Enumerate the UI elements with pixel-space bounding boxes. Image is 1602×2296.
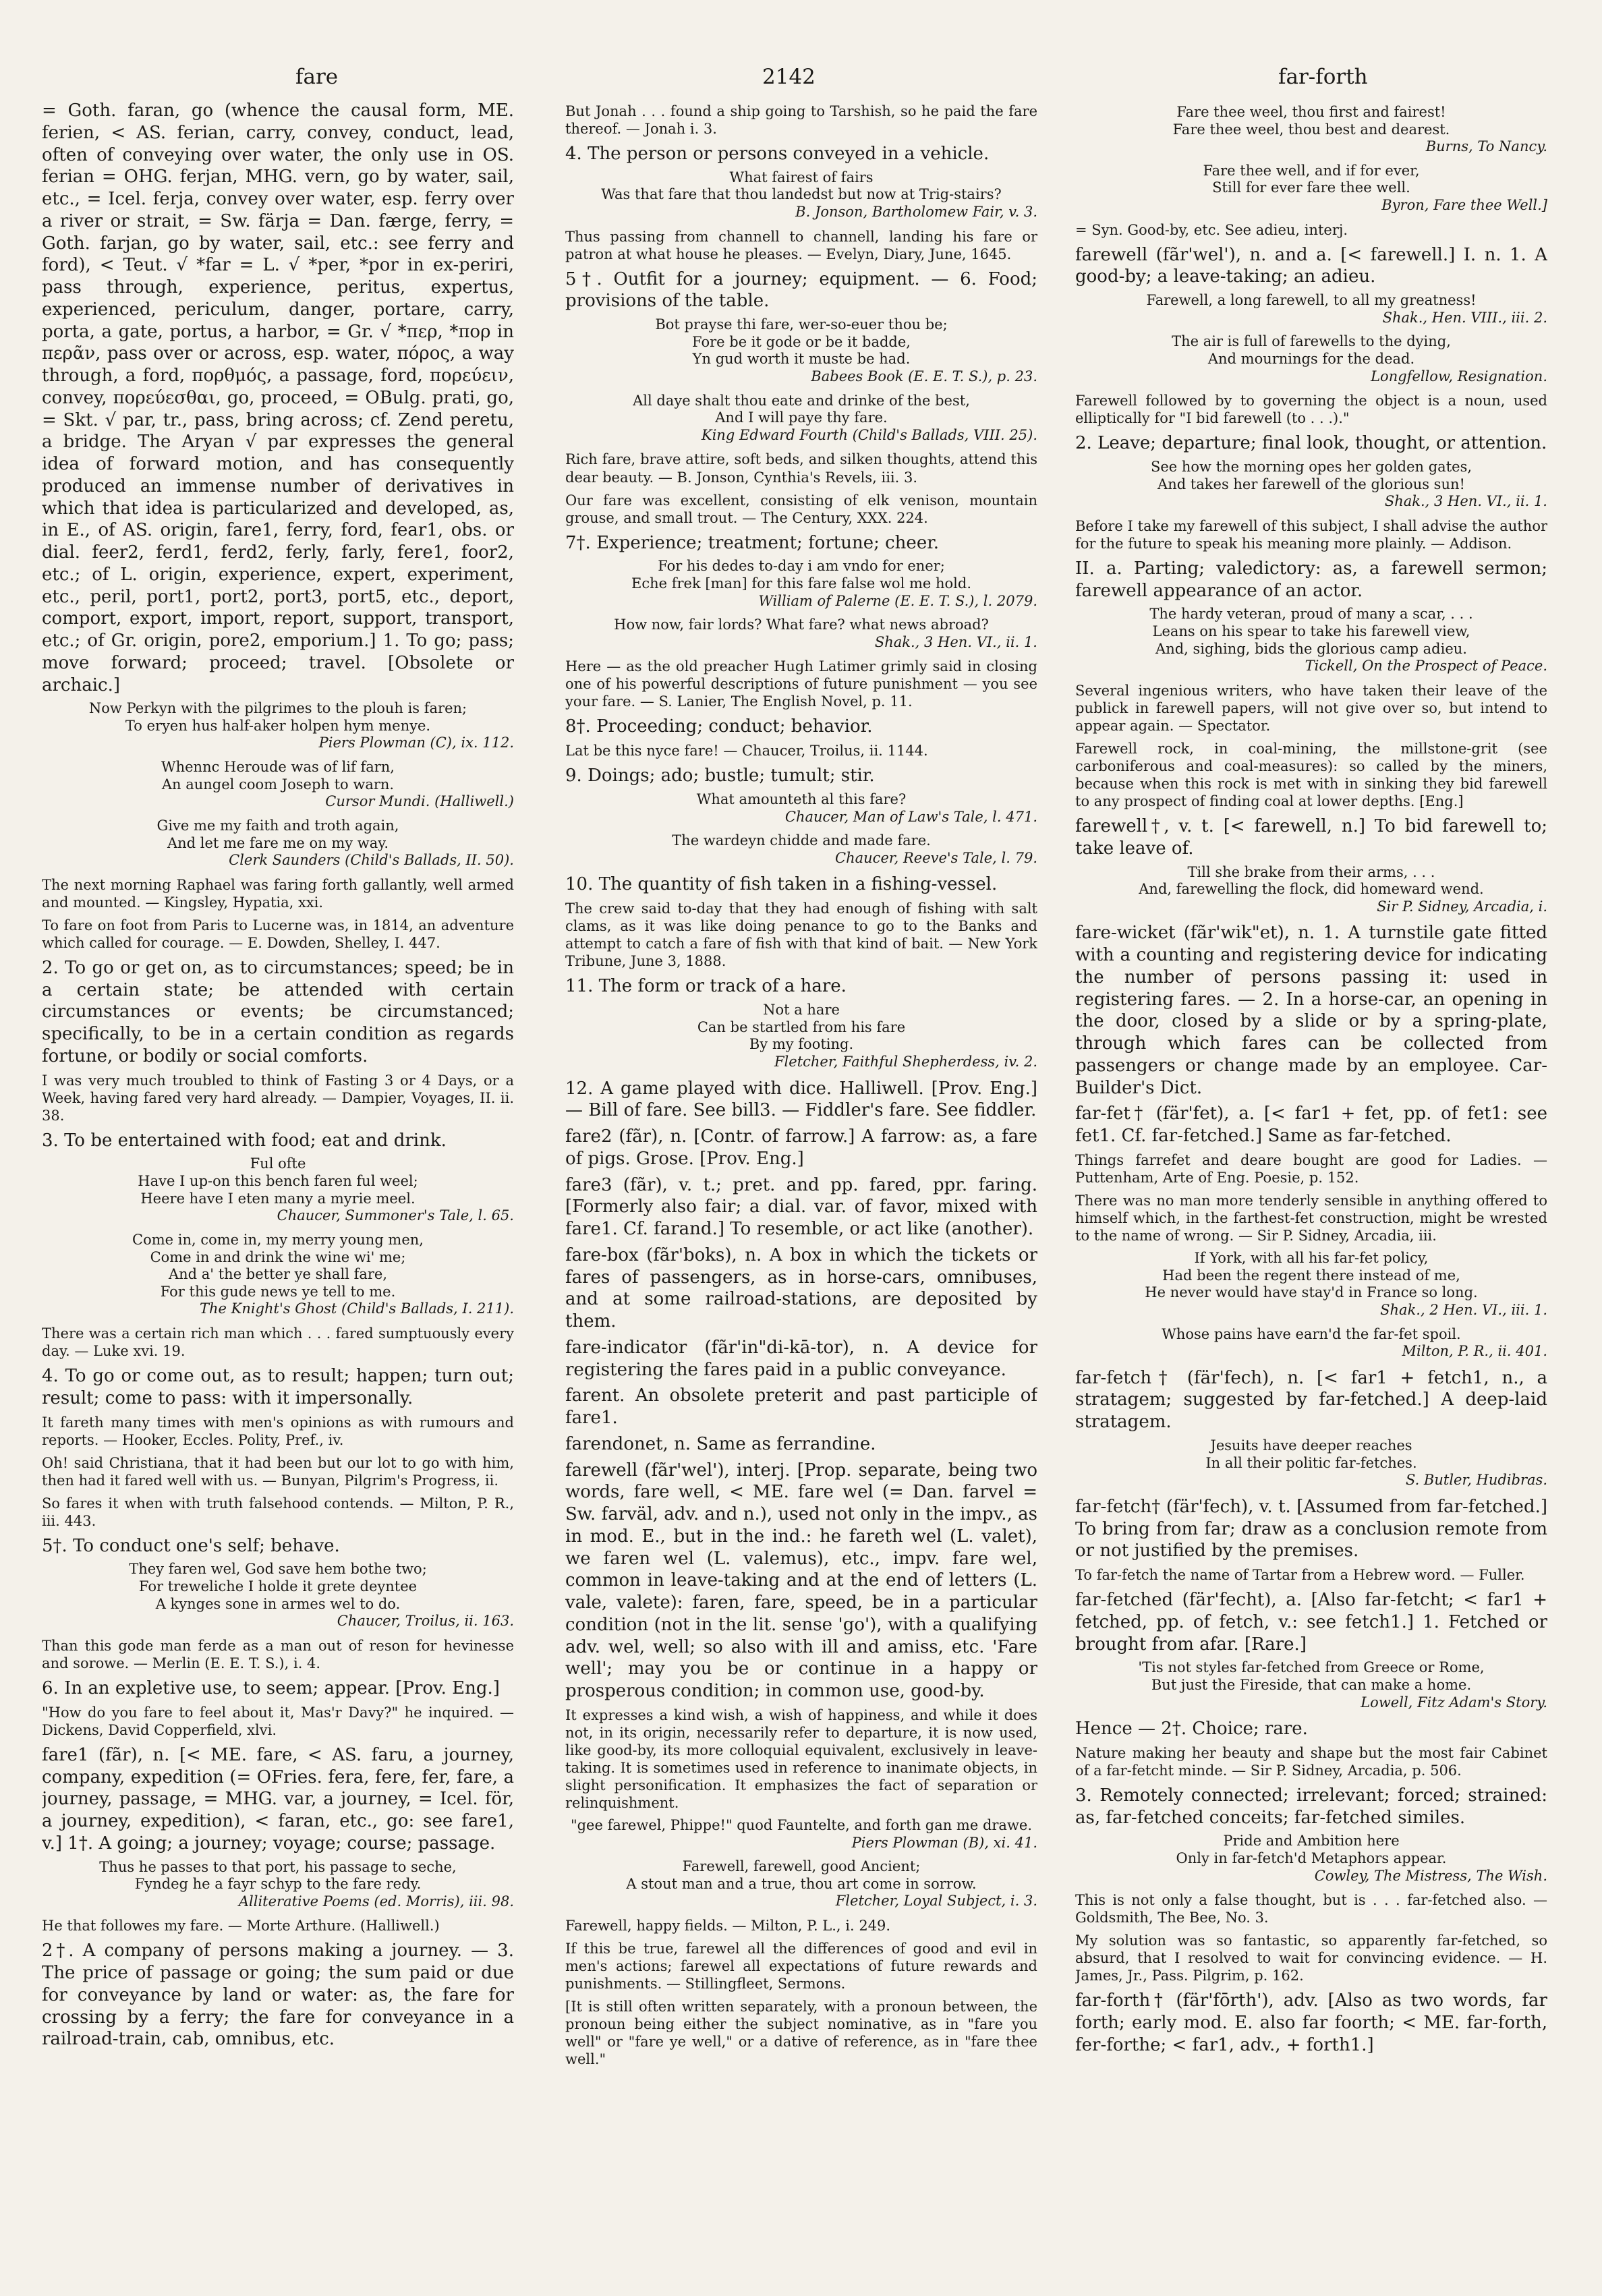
definition-paragraph: 8†. Proceeding; conduct; behavior.	[565, 716, 873, 737]
quotation	[565, 1858, 1037, 1910]
citation: It fareth many times with men's opinions as with rumours and reports. — Hooker, Eccles. Polity, Pref., iv.	[42, 1414, 514, 1448]
quotation	[1075, 606, 1547, 675]
quotation-source: Burns, To Nancy.	[1425, 138, 1547, 155]
page-number: 2142	[762, 65, 816, 89]
quotation-text: How now, fair lords? What fare? what news abroad?	[614, 616, 989, 633]
quotation-source: Shak., 3 Hen. VI., ii. 1.	[1384, 493, 1547, 510]
quotation	[1075, 163, 1547, 214]
citation: Than this gode man ferde as a man out of reson for hevinesse and sorowe. — Merlin (E. E. T. S.), i. 4.	[42, 1637, 514, 1671]
quotation	[42, 817, 514, 869]
definition-paragraph: fare1 (fãr), n. [< ME. fare, < AS. faru, a journey, company, expedition (= OFries. fera, fere, fer, fare, a journey, passage, = MHG. var, a journey, = Icel. för, a journey, expedition), < faran, etc., go: see fare1, v.] 1†. A going; a journey; voyage; course; passage.	[42, 1744, 514, 1854]
citation: To far-fetch the name of Tartar from a Hebrew word. — Fuller.	[1075, 1567, 1525, 1584]
quotation	[1075, 104, 1547, 156]
citation: Lat be this nyce fare! — Chaucer, Troilus, ii. 1144.	[565, 743, 928, 759]
quotation-text: Fare thee weel, thou first and fairest! Fare thee weel, thou best and dearest.	[1172, 104, 1450, 138]
definition-paragraph: farewell (fãr'wel'), n. and a. [< farewell.] I. n. 1. A good-by; a leave-taking; an adieu.	[1075, 244, 1547, 287]
quotation-text: Farewell, farewell, good Ancient; A stout man and a true, thou art come in sorrow.	[626, 1858, 977, 1892]
quotation-text: The air is full of farewells to the dying, And mournings for the dead.	[1172, 333, 1451, 368]
definition-paragraph: farendonet, n. Same as ferrandine.	[565, 1433, 876, 1454]
citation: Farewell rock, in coal-mining, the millstone-grit (see carboniferous and coal-measures): so called by the miners, because when this rock is met with in sinking they bid farewell to any prospect of finding coal at lower depths. [Eng.]	[1075, 740, 1547, 810]
quotation-text: Fare thee well, and if for ever, Still for ever fare thee well.	[1203, 162, 1420, 196]
definition-paragraph: 2. Leave; departure; final look, thought, or attention.	[1075, 433, 1547, 454]
definition-paragraph: 2. To go or get on, as to circumstances; speed; be in a certain state; be attended with certain circumstances or events; be circumstanced; specifically, to be in a certain condition as regards fortune, or bodily or social comforts.	[42, 957, 514, 1066]
quotation-text: Whose pains have earn'd the far-fet spoil.	[1162, 1325, 1461, 1342]
quotation	[1075, 1833, 1547, 1885]
quotation-source: Longfellow, Resignation.	[1371, 368, 1547, 384]
quotation-source: Chaucer, Troilus, ii. 163.	[337, 1613, 514, 1630]
quotation-source: Fletcher, Loyal Subject, i. 3.	[835, 1893, 1037, 1910]
definition-paragraph: 3. To be entertained with food; eat and drink.	[42, 1130, 447, 1151]
quotation-text: For his dedes to-day i am vndo for ener; Eche frek [man] for this fare false wol me hold.	[631, 558, 971, 592]
definition-paragraph: far-fet† (fär'fet), a. [< far1 + fet, pp. of fet1: see fet1. Cf. far-fetched.] Same as far-fetched.	[1075, 1103, 1547, 1147]
citation: The crew said to-day that they had enough of fishing with salt clams, as it was like doing penance to go to the Banks and attempt to catch a fare of fish with that kind of bait. — New York Tribune, June 3, 1888.	[565, 900, 1037, 970]
quotation	[42, 1561, 514, 1630]
quotation-source: Milton, P. R., ii. 401.	[1402, 1343, 1547, 1360]
quotation-source: Chaucer, Man of Law's Tale, l. 471.	[784, 808, 1037, 825]
quotation-text: If York, with all his far-fet policy, Had been the regent there instead of me, He never would have stay'd in France so long.	[1145, 1250, 1478, 1301]
citation: This is not only a false thought, but is . . . far-fetched also. — Goldsmith, The Bee, No. 3.	[1075, 1892, 1547, 1926]
quotation-source: King Edward Fourth (Child's Ballads, VIII. 25).	[701, 426, 1037, 443]
citation: My solution was so fantastic, so apparently far-fetched, so absurd, that I resolved to wait for convincing evidence. — H. James, Jr., Pass. Pilgrim, p. 162.	[1075, 1932, 1547, 1984]
quotation	[565, 1817, 1037, 1852]
quotation	[42, 1155, 514, 1224]
definition-paragraph: far-fetch† (fär'fech), n. [< far1 + fetch1, n., a stratagem; suggested by far-fetched.] A deep-laid stratagem.	[1075, 1367, 1547, 1433]
quotation-text: Come in, come in, my merry young men, Come in and drink the wine wi' me; And a' the better ye shall fare, For this gude news ye tell to me.	[132, 1231, 424, 1300]
quotation-text: Ful ofte Have I up-on this bench faren ful weel; Heere have I eten many a myrie meel.	[138, 1155, 418, 1207]
quotation-source: Shak., 3 Hen. VI., ii. 1.	[874, 633, 1037, 650]
citation: Our fare was excellent, consisting of elk venison, mountain grouse, and small trout. — The Century, XXX. 224.	[565, 492, 1037, 526]
citation: The next morning Raphael was faring forth gallantly, well armed and mounted. — Kingsley, Hypatia, xxi.	[42, 876, 514, 911]
quotation	[1075, 459, 1547, 511]
quotation-text: What fairest of fairs Was that fare that thou landedst but now at Trig-stairs?	[601, 169, 1002, 203]
definition-paragraph: fare2 (fãr), n. [Contr. of farrow.] A farrow: as, a fare of pigs. Grose. [Prov. Eng.]	[565, 1126, 1037, 1169]
definition-paragraph: 5†. To conduct one's self; behave.	[42, 1535, 340, 1556]
quotation	[42, 1232, 514, 1318]
quotation	[565, 169, 1037, 221]
citation: "How do you fare to feel about it, Mas'r Davy?" he inquired. — Dickens, David Copperfield, xlvi.	[42, 1704, 514, 1738]
quotation-source: Tickell, On the Prospect of Peace.	[1305, 658, 1547, 675]
definition-paragraph: 11. The form or track of a hare.	[565, 976, 847, 997]
quotation-source: Chaucer, Summoner's Tale, l. 65.	[277, 1207, 514, 1224]
quotation-source: William of Palerne (E. E. T. S.), l. 2079.	[758, 592, 1037, 609]
quotation-text: "gee farewel, Phippe!" quod Fauntelte, and forth gan me drawe.	[570, 1816, 1033, 1833]
definition-paragraph: far-fetched (fär'fecht), a. [Also far-fetcht; < far1 + fetched, pp. of fetch, v.: see fetch1.] 1. Fetched or brought from afar. [Rare.]	[1075, 1590, 1547, 1655]
definition-paragraph: 2†. A company of persons making a journey. — 3. The price of passage or going; the sum paid or due for conveyance by land or water: as, the fare for crossing by a ferry; the fare for conveyance in a railroad-train, cab, omnibus, etc.	[42, 1941, 514, 2050]
quotation-text: Pride and Ambition here Only in far-fetch'd Metaphors appear.	[1176, 1833, 1447, 1867]
quotation	[1075, 1250, 1547, 1319]
quotation-text: The wardeyn chidde and made fare.	[672, 832, 931, 849]
quotation-source: Sir P. Sidney, Arcadia, i.	[1377, 898, 1547, 915]
left-guide-word: fare	[295, 65, 339, 89]
quotation-source: Lowell, Fitz Adam's Story.	[1361, 1694, 1547, 1711]
definition-paragraph: 3. Remotely connected; irrelevant; forced; strained: as, far-fetched conceits; far-fetched similes.	[1075, 1785, 1547, 1828]
definition-paragraph: 12. A game played with dice. Halliwell. [Prov. Eng.] — Bill of fare. See bill3. — Fiddler's fare. See fiddler.	[565, 1078, 1037, 1121]
quotation-text: Thus he passes to that port, his passage to seche, Fyndeg he a fayr schyp to the fare redy.	[99, 1858, 457, 1893]
citation: If this be true, farewel all the differences of good and evil in men's actions; farewel all expectations of future rewards and punishments. — Stillingfleet, Sermons.	[565, 1941, 1037, 1992]
citation: [It is still often written separately, with a pronoun between, the pronoun being either the subject nominative, as in "fare you well" or "fare ye well," or a dative of reference, as in "fare thee well."	[565, 1999, 1037, 2068]
quotation-text: The hardy veteran, proud of many a scar, . . . Leans on his spear to take his farewell view, And, sighing, bids the glorious camp adieu.	[1149, 606, 1473, 657]
citation: Several ingenious writers, who have taken their leave of the publick in farewell papers, will not give over so, but intend to appear again. — Spectator.	[1075, 682, 1547, 734]
quotation-text: Jesuits have deeper reaches In all their politic far-fetches.	[1205, 1437, 1417, 1471]
citation: Things farrefet and deare bought are good for Ladies. — Puttenham, Arte of Eng. Poesie, p. 152.	[1075, 1151, 1547, 1186]
column-right	[1075, 100, 1547, 2245]
quotation	[42, 700, 514, 752]
quotation-source: Babees Book (E. E. T. S.), p. 23.	[811, 368, 1037, 385]
quotation-text: 'Tis not styles far-fetched from Greece or Rome, But just the Fireside, that can make a home.	[1138, 1659, 1485, 1693]
definition-paragraph: 6. In an expletive use, to seem; appear. [Prov. Eng.]	[42, 1677, 500, 1698]
citation: Thus passing from channell to channell, landing his fare or patron at what house he pleases. — Evelyn, Diary, June, 1645.	[565, 228, 1037, 262]
definition-paragraph: farewell†, v. t. [< farewell, n.] To bid farewell to; take leave of.	[1075, 816, 1547, 859]
quotation-text: Give me my faith and troth again, And let me fare me on my way.	[156, 817, 399, 851]
citation: Before I take my farewell of this subject, I shall advise the author for the future to speak his meaning more plainly. — Addison.	[1075, 517, 1547, 552]
definition-paragraph: fare-indicator (fãr'in"di-kā-tor), n. A device for registering the fares paid in a public conveyance.	[565, 1337, 1037, 1380]
definition-paragraph: farewell (fãr'wel'), interj. [Prop. separate, being two words, fare well, < ME. fare wel (= Dan. farvel = Sw. farväl, adv. and n.), used not only in the impv., as in mod. E., but in the ind.: he fareth wel (L. valet), we faren wel (L. valemus), etc., impv. fare wel, common in leave-taking and at the end of letters (L. vale, valete): faren, fare, speed, be in a particular condition (not in the lit. sense 'go'), with a qualifying adv. wel, well; so also with ill and amiss, etc. 'Fare well'; may you be or continue in a happy or prosperous condition; in common use, good-by.	[565, 1460, 1037, 1702]
citation: Farewell followed by to governing the object is a noun, used elliptically for "I bid farewell (to . . .)."	[1075, 393, 1547, 427]
quotation-source: Clerk Saunders (Child's Ballads, II. 50).	[229, 852, 514, 869]
quotation-source: S. Butler, Hudibras.	[1405, 1472, 1547, 1489]
quotation	[565, 393, 1037, 444]
quotation-text: Bot prayse thi fare, wer-so-euer thou be; Fore be it gode or be it badde, Yn gud worth it muste be had.	[655, 316, 948, 368]
citation: Farewell, happy fields. — Milton, P. L., i. 249.	[565, 1918, 891, 1934]
definition-paragraph: fare-wicket (fãr'wik"et), n. 1. A turnstile gate fitted with a counting and registering device for indicating the number of persons passing it: used in registering fares. — 2. In a horse-car, an opening in the door, closed by a slide or by a spring-plate, through which fares can be collected from passengers or change made by an employee. Car-Builder's Dict.	[1075, 923, 1547, 1098]
quotation-source: Alliterative Poems (ed. Morris), iii. 98.	[238, 1893, 514, 1910]
citation: I was very much troubled to think of Fasting 3 or 4 Days, or a Week, having fared very hard already. — Dampier, Voyages, II. ii. 38.	[42, 1072, 514, 1124]
quotation-source: Cowley, The Mistress, The Wish.	[1314, 1867, 1547, 1884]
citation: So fares it when with truth falsehood contends. — Milton, P. R., iii. 443.	[42, 1495, 514, 1529]
citation: There was no man more tenderly sensible in anything offered to himself which, in the farthest-fet construction, might be wrested to the name of wrong. — Sir P. Sidney, Arcadia, iii.	[1075, 1192, 1547, 1244]
definition-paragraph: Hence — 2†. Choice; rare.	[1075, 1719, 1308, 1740]
quotation	[565, 791, 1037, 826]
citation: Oh! said Christiana, that it had been but our lot to go with him, then had it fared well with us. — Bunyan, Pilgrim's Progress, ii.	[42, 1454, 514, 1489]
quotation-source: Cursor Mundi. (Halliwell.)	[325, 793, 514, 810]
quotation	[1075, 333, 1547, 385]
definition-paragraph: fare-box (fãr'boks), n. A box in which the tickets or fares of passengers, as in horse-cars, omnibuses, and at some railroad-stations, are deposited by them.	[565, 1244, 1037, 1332]
definition-paragraph: 7†. Experience; treatment; fortune; cheer.	[565, 532, 940, 553]
definition-paragraph: 5†. Outfit for a journey; equipment. — 6. Food; provisions of the table.	[565, 268, 1037, 312]
quotation-source: Piers Plowman (C), ix. 112.	[318, 735, 514, 751]
definition-paragraph: far-forth† (fär'fōrth'), adv. [Also as two words, far forth; early mod. E. also far foorth; < ME. far-forth, fer-forthe; < far1, adv., + forth1.]	[1075, 1990, 1547, 2055]
citation: There was a certain rich man which . . . fared sumptuously every day. — Luke xvi. 19.	[42, 1325, 514, 1359]
quotation	[565, 558, 1037, 610]
citation: He that followes my fare. — Morte Arthure. (Halliwell.)	[42, 1918, 440, 1934]
definition-paragraph: 10. The quantity of fish taken in a fishing-vessel.	[565, 874, 998, 895]
citation: Nature making her beauty and shape but the most fair Cabinet of a far-fetcht minde. — Sir P. Sidney, Arcadia, p. 506.	[1075, 1744, 1547, 1779]
quotation-text: What amounteth al this fare?	[696, 791, 907, 808]
quotation-text: Till she brake from their arms, . . . And, farewelling the flock, did homeward wend.	[1139, 863, 1484, 898]
quotation-source: Shak., 2 Hen. VI., iii. 1.	[1380, 1301, 1547, 1318]
quotation	[1075, 1659, 1547, 1711]
citation: = Syn. Good-by, etc. See adieu, interj.	[1075, 221, 1348, 238]
citation: Rich fare, brave attire, soft beds, and silken thoughts, attend this dear beauty. — B. Jonson, Cynthia's Revels, iii. 3.	[565, 451, 1037, 486]
quotation-source: Byron, Fare thee Well.]	[1381, 197, 1547, 214]
definition-paragraph: II. a. Parting; valedictory: as, a farewell sermon; farewell appearance of an actor.	[1075, 558, 1547, 601]
quotation-text: All daye shalt thou eate and drinke of the best, And I will paye thy fare.	[633, 392, 970, 426]
definition-paragraph: = Goth. faran, go (whence the causal form, ME. ferien, < AS. ferian, carry, convey, conduct, lead, often of conveying over water, the only use in OS. ferian = OHG. ferjan, MHG. vern, go by water, sail, etc., = Icel. ferja, convey over water, esp. ferry over a river or strait, = Sw. färja = Dan. færge, ferry, = Goth. farjan, go by water, sail, etc.: see ferry and ford), < Teut. √ *far = L. √ *per, *por in ex-periri, pass through, experience, peritus, expertus, experienced, periculum, danger, portare, carry, porta, a gate, portus, a harbor, = Gr. √ *περ, *πορ in περᾶν, pass over or across, esp. water, πόρος, a way through, a ford, πορθμός, a passage, ford, πορεύειν, convey, πορεύεσθαι, go, proceed, = OBulg. prati, go, = Skt. √ par, tr., pass, bring across; cf. Zend peretu, a bridge. The Aryan √ par expresses the general idea of forward motion, and has consequently produced an immense number of derivatives in which that idea is particularized and developed, as, in E., of AS. origin, fare1, ferry, ford, fear1, obs. or dial. feer2, ferd1, ferd2, ferly, farly, fere1, foor2, etc.; of L. origin, experience, expert, experiment, etc., peril, port1, port2, port3, port5, etc., deport, comport, export, import, report, support, transport, etc.; of Gr. origin, pore2, emporium.] 1. To go; pass; move forward; proceed; travel. [Obsolete or archaic.]	[42, 101, 514, 695]
quotation-source: Shak., Hen. VIII., iii. 2.	[1382, 309, 1547, 326]
definition-paragraph: farent. An obsolete preterit and past participle of fare1.	[565, 1385, 1037, 1429]
quotation	[565, 616, 1037, 651]
definition-paragraph: 9. Doings; ado; bustle; tumult; stir.	[565, 766, 875, 786]
quotation-source: B. Jonson, Bartholomew Fair, v. 3.	[795, 204, 1037, 221]
citation: It expresses a kind wish, a wish of happiness, and while it does not, in its origin, necessarily refer to departure, it is now used, like good-by, its more colloquial equivalent, exclusively in leave-taking. It is sometimes used in reference to inanimate objects, in slight personification. It emphasizes the fact of separation or relinquishment.	[565, 1706, 1037, 1811]
right-guide-word: far-forth	[1278, 65, 1368, 89]
definition-paragraph: fare3 (fãr), v. t.; pret. and pp. fared, ppr. faring. [Formerly also fair; a dial. var. of favor, mixed with fare1. Cf. farand.] To resemble, or act like (another).	[565, 1174, 1037, 1240]
quotation-text: Not a hare Can be startled from his fare By my footing.	[697, 1002, 906, 1053]
quotation-source: Fletcher, Faithful Shepherdess, iv. 2.	[774, 1053, 1037, 1070]
quotation-source: The Knight's Ghost (Child's Ballads, I. 211).	[200, 1300, 514, 1317]
definition-paragraph: 4. The person or persons conveyed in a vehicle.	[565, 144, 990, 165]
quotation-text: Whennc Heroude was of lif farn, An aungel coom Joseph to warn.	[161, 759, 395, 793]
column-left	[42, 100, 514, 2245]
citation: To fare on foot from Paris to Lucerne was, in 1814, an adventure which called for courage. — E. Dowden, Shelley, I. 447.	[42, 917, 514, 951]
quotation	[42, 759, 514, 811]
citation: But Jonah . . . found a ship going to Tarshish, so he paid the fare thereof. — Jonah i. 3.	[565, 103, 1037, 138]
quotation-text: Now Perkyn with the pilgrimes to the plouh is faren; To eryen hus half-aker holpen hym menye.	[88, 700, 467, 734]
page-header	[0, 65, 1602, 105]
citation: Here — as the old preacher Hugh Latimer grimly said in closing one of his powerful descriptions of future punishment — you see your fare. — S. Lanier, The English Novel, p. 11.	[565, 658, 1037, 710]
quotation-text: Farewell, a long farewell, to all my greatness!	[1146, 292, 1477, 309]
definition-paragraph: 4. To go or come out, as to result; happen; turn out; result; come to pass: with it impersonally.	[42, 1366, 514, 1408]
quotation	[42, 1859, 514, 1911]
quotation	[565, 1002, 1037, 1070]
definition-paragraph: far-fetch† (fär'fech), v. t. [Assumed from far-fetched.] To bring from far; draw as a conclusion remote from or not justified by the premises.	[1075, 1496, 1547, 1561]
quotation-source: Piers Plowman (B), xi. 41.	[851, 1834, 1037, 1851]
column-middle	[565, 100, 1037, 2245]
quotation-source: Chaucer, Reeve's Tale, l. 79.	[835, 849, 1037, 866]
quotation	[1075, 1326, 1547, 1360]
quotation-text: They faren wel, God save hem bothe two; For treweliche I holde it grete deyntee A kynges sone in armes wel to do.	[129, 1561, 427, 1612]
quotation	[565, 832, 1037, 867]
quotation	[565, 316, 1037, 385]
quotation	[1075, 292, 1547, 326]
quotation	[1075, 1437, 1547, 1489]
quotation-text: See how the morning opes her golden gates, And takes her farewell of the glorious sun!	[1150, 459, 1472, 492]
quotation	[1075, 864, 1547, 916]
